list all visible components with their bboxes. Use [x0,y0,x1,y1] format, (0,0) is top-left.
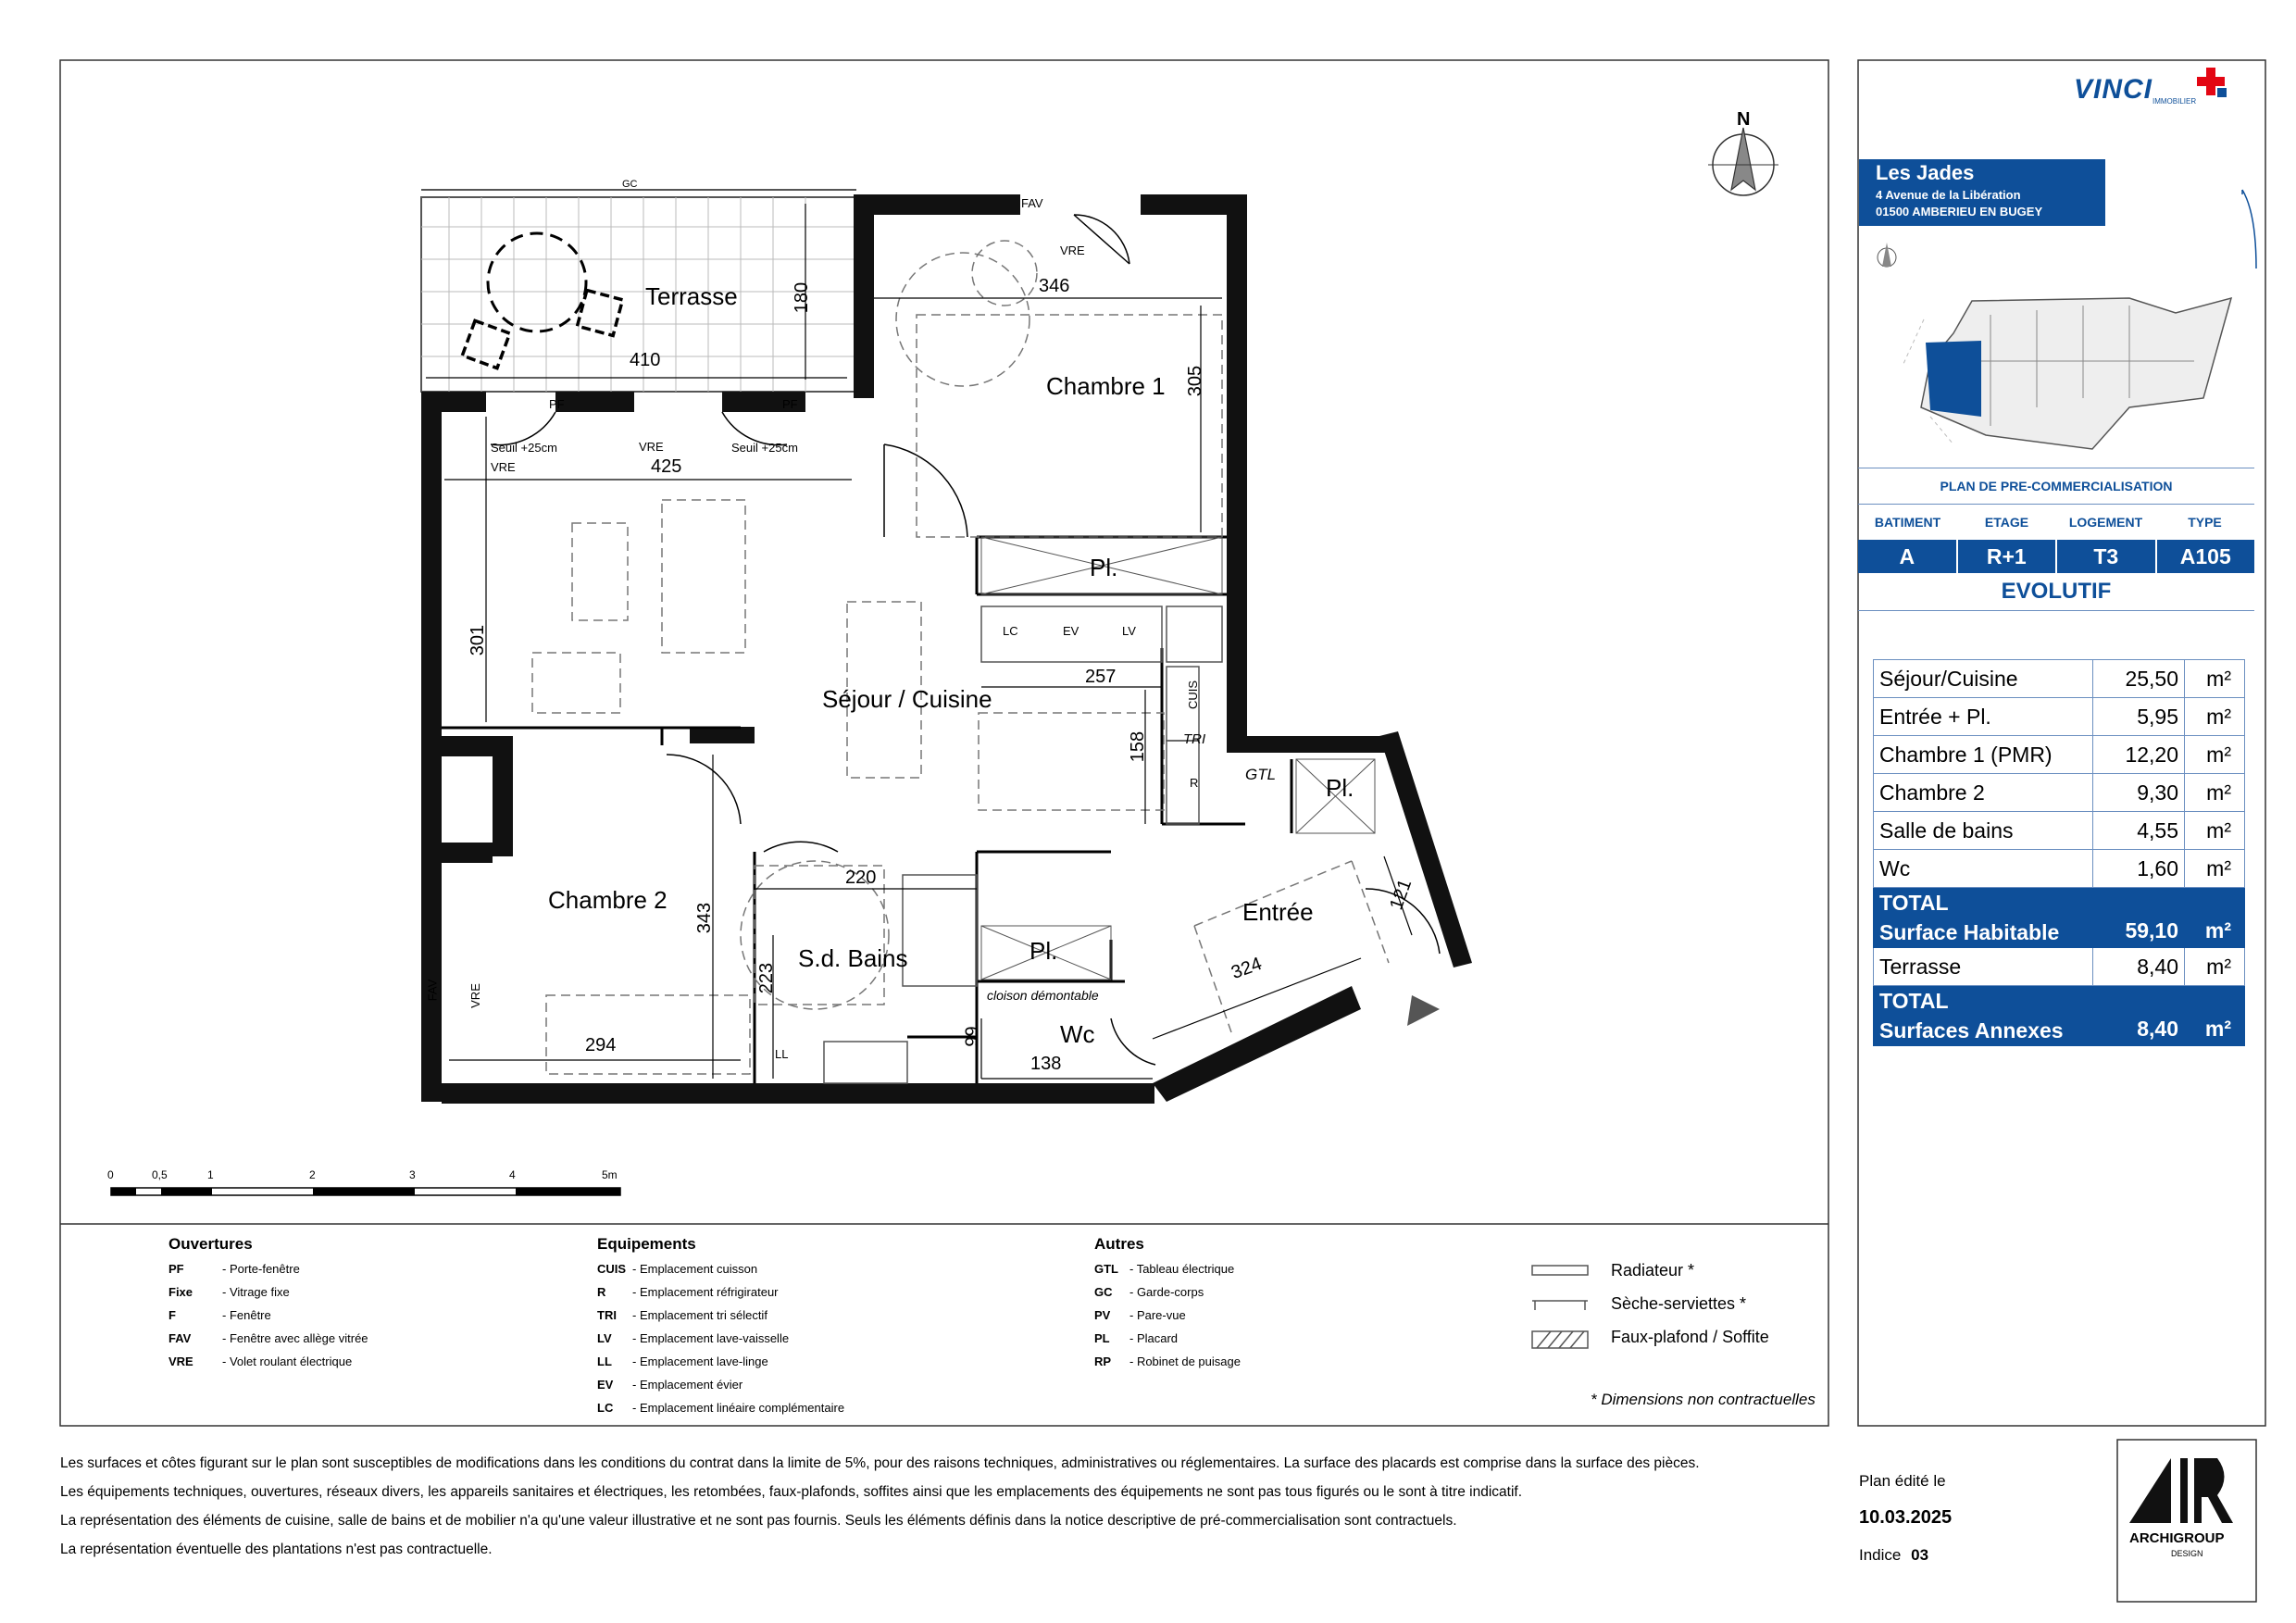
sheet-variant: EVOLUTIF [1858,573,2254,611]
legend-ouvertures [168,1231,368,1373]
sheet-value-etage: R+1 [1958,540,2056,573]
room-label-terrasse: Terrasse [645,282,738,310]
furniture [532,241,1389,1074]
legend-radiateur: Radiateur * [1611,1261,1695,1280]
legend-item: LV - Emplacement lave-vaisselle [597,1331,790,1345]
tag-ll: LL [775,1047,789,1061]
footer-note: Les équipements techniques, ouvertures, réseaux divers, les appareils sanitaires et électriques, les retombées, faux-plafonds, soffites ainsi que les emplacements des équipements ne sont pas tous figurés ou le sont à titre indicatif. [60,1484,1523,1500]
room-label-wc: Wc [1060,1020,1095,1048]
room-label-entree: Entrée [1242,898,1314,926]
tag-fav-top: FAV [1021,196,1043,210]
tag-fav-left: FAV [425,979,440,1002]
tag-gc: GC [622,179,638,190]
tag-cloison: cloison démontable [987,988,1099,1003]
edited-label: Plan édité le [1859,1472,1946,1490]
dim-294: 294 [585,1035,617,1055]
legend-item: LL - Emplacement lave-linge [597,1355,768,1368]
sheet-values [1858,540,2254,573]
tag-tri: TRI [1183,731,1206,747]
sheet-value-type: A105 [2157,540,2255,573]
tag-cuis: CUIS [1186,680,1201,710]
legend-autres [1094,1231,1241,1373]
surface-row: Chambre 2 9,30 m² [1874,774,2245,812]
edited-date: 10.03.2025 [1859,1507,1953,1528]
north-arrow [1708,128,1778,195]
indice-label: Indice [1859,1546,1902,1564]
legend-item: FAV - Fenêtre avec allège vitrée [168,1331,368,1345]
placard-label-2: Pl. [1029,937,1058,965]
footer-note: Les surfaces et côtes figurant sur le plan sont susceptibles de modifications dans les conditions du contrat dans la limite de 5%, pour des raisons techniques, administratives ou réglementaires. La surface des placards est comprise dans la surface des pièces. [60,1455,1700,1471]
dimension-lines [426,204,1412,1079]
legend-equipements [597,1231,844,1419]
legend-item: GTL - Tableau électrique [1094,1262,1235,1276]
project-header [1859,159,2105,226]
scale-label-2: 2 [309,1168,316,1181]
tag-gtl: GTL [1245,766,1277,783]
legend-item: F - Fenêtre [168,1308,271,1322]
legend-item: R - Emplacement réfrigirateur [597,1285,779,1299]
dim-343: 343 [694,902,716,934]
surfaces-table [1873,659,2245,1046]
tag-vre-left: VRE [468,983,482,1008]
surface-total-row: TOTAL Surface Habitable 59,10 m² [1874,888,2245,948]
tag-pf-2: PF [782,397,798,411]
placard-label-1: Pl. [1090,554,1118,581]
vinci-logo-sub: IMMOBILIER [2152,97,2197,106]
scale-label-0: 0 [107,1168,114,1181]
legend-faux-plafond: Faux-plafond / Soffite [1611,1328,1769,1346]
site-plan-thumbnail [1878,190,2256,449]
dim-257: 257 [1085,667,1117,687]
scale-label-3: 3 [409,1168,416,1181]
footer-note: La représentation des éléments de cuisine, salle de bains et de mobilier n'a qu'une valeur illustrative et ne sont pas fournis. Seuls les éléments définis dans la notice descriptive de pré-commercialisation sont contractuels. [60,1513,1457,1529]
tag-lv: LV [1122,624,1136,638]
dim-305: 305 [1185,365,1206,397]
tag-vre-top: VRE [1060,243,1085,257]
archigroup-sub: DESIGN [2171,1549,2203,1558]
surface-row: Salle de bains 4,55 m² [1874,812,2245,850]
legend-symbols [1532,1266,1588,1348]
indice-value: 03 [1911,1546,1929,1564]
tag-pf-1: PF [549,397,565,411]
dim-223: 223 [756,962,778,994]
surface-total-row: TOTAL Surfaces Annexes 8,40 m² [1874,986,2245,1046]
sheet-header: ETAGE [1984,515,2029,530]
legend-item: VRE - Volet roulant électrique [168,1355,353,1368]
plan-frame [60,60,1828,1426]
placard-label-3: Pl. [1326,774,1354,802]
legend-item: PL - Placard [1094,1331,1179,1345]
dim-410: 410 [630,350,661,370]
project-name: Les Jades [1876,161,1975,184]
dim-220: 220 [845,868,877,888]
legend-item: RP - Robinet de puisage [1094,1355,1241,1368]
sheet-header: BATIMENT [1874,515,1941,530]
tag-ev: EV [1063,624,1079,638]
sheet-header: TYPE [2188,515,2222,530]
vinci-logo-text: VINCI [2074,74,2153,105]
footer-note: La représentation éventuelle des plantations n'est pas contractuelle. [60,1542,493,1557]
surface-row: Chambre 1 (PMR) 12,20 m² [1874,736,2245,774]
scale-label-5m: 5m [602,1168,618,1181]
legend-ouvertures-title: Ouvertures [168,1235,253,1253]
scale-label-4: 4 [509,1168,516,1181]
surface-row: Terrasse 8,40 m² [1874,948,2245,986]
dimensions-disclaimer: * Dimensions non contractuelles [1591,1391,1816,1408]
tag-seuil-1: Seuil +25cm [491,441,557,455]
room-label-chambre1: Chambre 1 [1046,372,1166,400]
dim-99: 99 [962,1026,983,1047]
tag-seuil-2: Seuil +25cm [731,441,798,455]
sheet-value-batiment: A [1858,540,1956,573]
project-address-2: 01500 AMBERIEU EN BUGEY [1876,205,2043,218]
dim-425: 425 [651,456,682,477]
footer-notes [60,1449,1700,1564]
tag-lc: LC [1003,624,1018,638]
scale-bar [111,1188,620,1195]
tag-vre-2: VRE [639,440,664,454]
vinci-logo-icon [2197,68,2227,97]
legend-item: PF - Porte-fenêtre [168,1262,300,1276]
dim-138: 138 [1030,1054,1062,1074]
archigroup-logo [2117,1440,2256,1602]
legend-autres-title: Autres [1094,1235,1144,1253]
legend-item: PV - Pare-vue [1094,1308,1186,1322]
surface-row: Wc 1,60 m² [1874,850,2245,888]
legend-item: EV - Emplacement évier [597,1378,743,1392]
room-label-chambre2: Chambre 2 [548,886,668,914]
dim-301: 301 [468,624,489,656]
dim-324: 324 [1229,953,1265,984]
project-address-1: 4 Avenue de la Libération [1876,188,2021,202]
legend-item: LC - Emplacement linéaire complémentaire [597,1401,845,1415]
dim-180: 180 [792,281,813,314]
legend-item: CUIS - Emplacement cuisson [597,1262,758,1276]
doors [491,215,1440,1065]
placards [981,537,1375,980]
indice [1859,1546,1928,1565]
sheet-header: LOGEMENT [2068,515,2143,530]
surface-row: Entrée + Pl. 5,95 m² [1874,698,2245,736]
room-label-sdb: S.d. Bains [798,944,908,972]
room-label-sejour: Séjour / Cuisine [822,685,992,713]
legend-seche-serviettes: Sèche-serviettes * [1611,1294,1747,1313]
sheet-headers [1858,505,2254,540]
dim-121: 121 [1386,876,1416,913]
sheet-value-logement: T3 [2057,540,2155,573]
tag-r: R [1190,776,1199,790]
legend-item: GC - Garde-corps [1094,1285,1204,1299]
legend-equipements-title: Equipements [597,1235,696,1253]
dim-158: 158 [1128,730,1149,763]
archigroup-name: ARCHIGROUP [2129,1530,2225,1546]
legend-item: Fixe - Vitrage fixe [168,1285,290,1299]
tag-vre-1: VRE [491,460,516,474]
sheet-title: PLAN DE PRE-COMMERCIALISATION [1858,468,2254,505]
entry-marker [1407,995,1440,1026]
surface-row: Séjour/Cuisine 25,50 m² [1874,660,2245,698]
scale-label-1: 1 [207,1168,214,1181]
dim-346: 346 [1039,276,1070,296]
north-label: N [1737,109,1751,130]
legend-item: TRI - Emplacement tri sélectif [597,1308,767,1322]
plan-info-table [1858,468,2254,611]
scale-label-05: 0,5 [152,1168,168,1181]
